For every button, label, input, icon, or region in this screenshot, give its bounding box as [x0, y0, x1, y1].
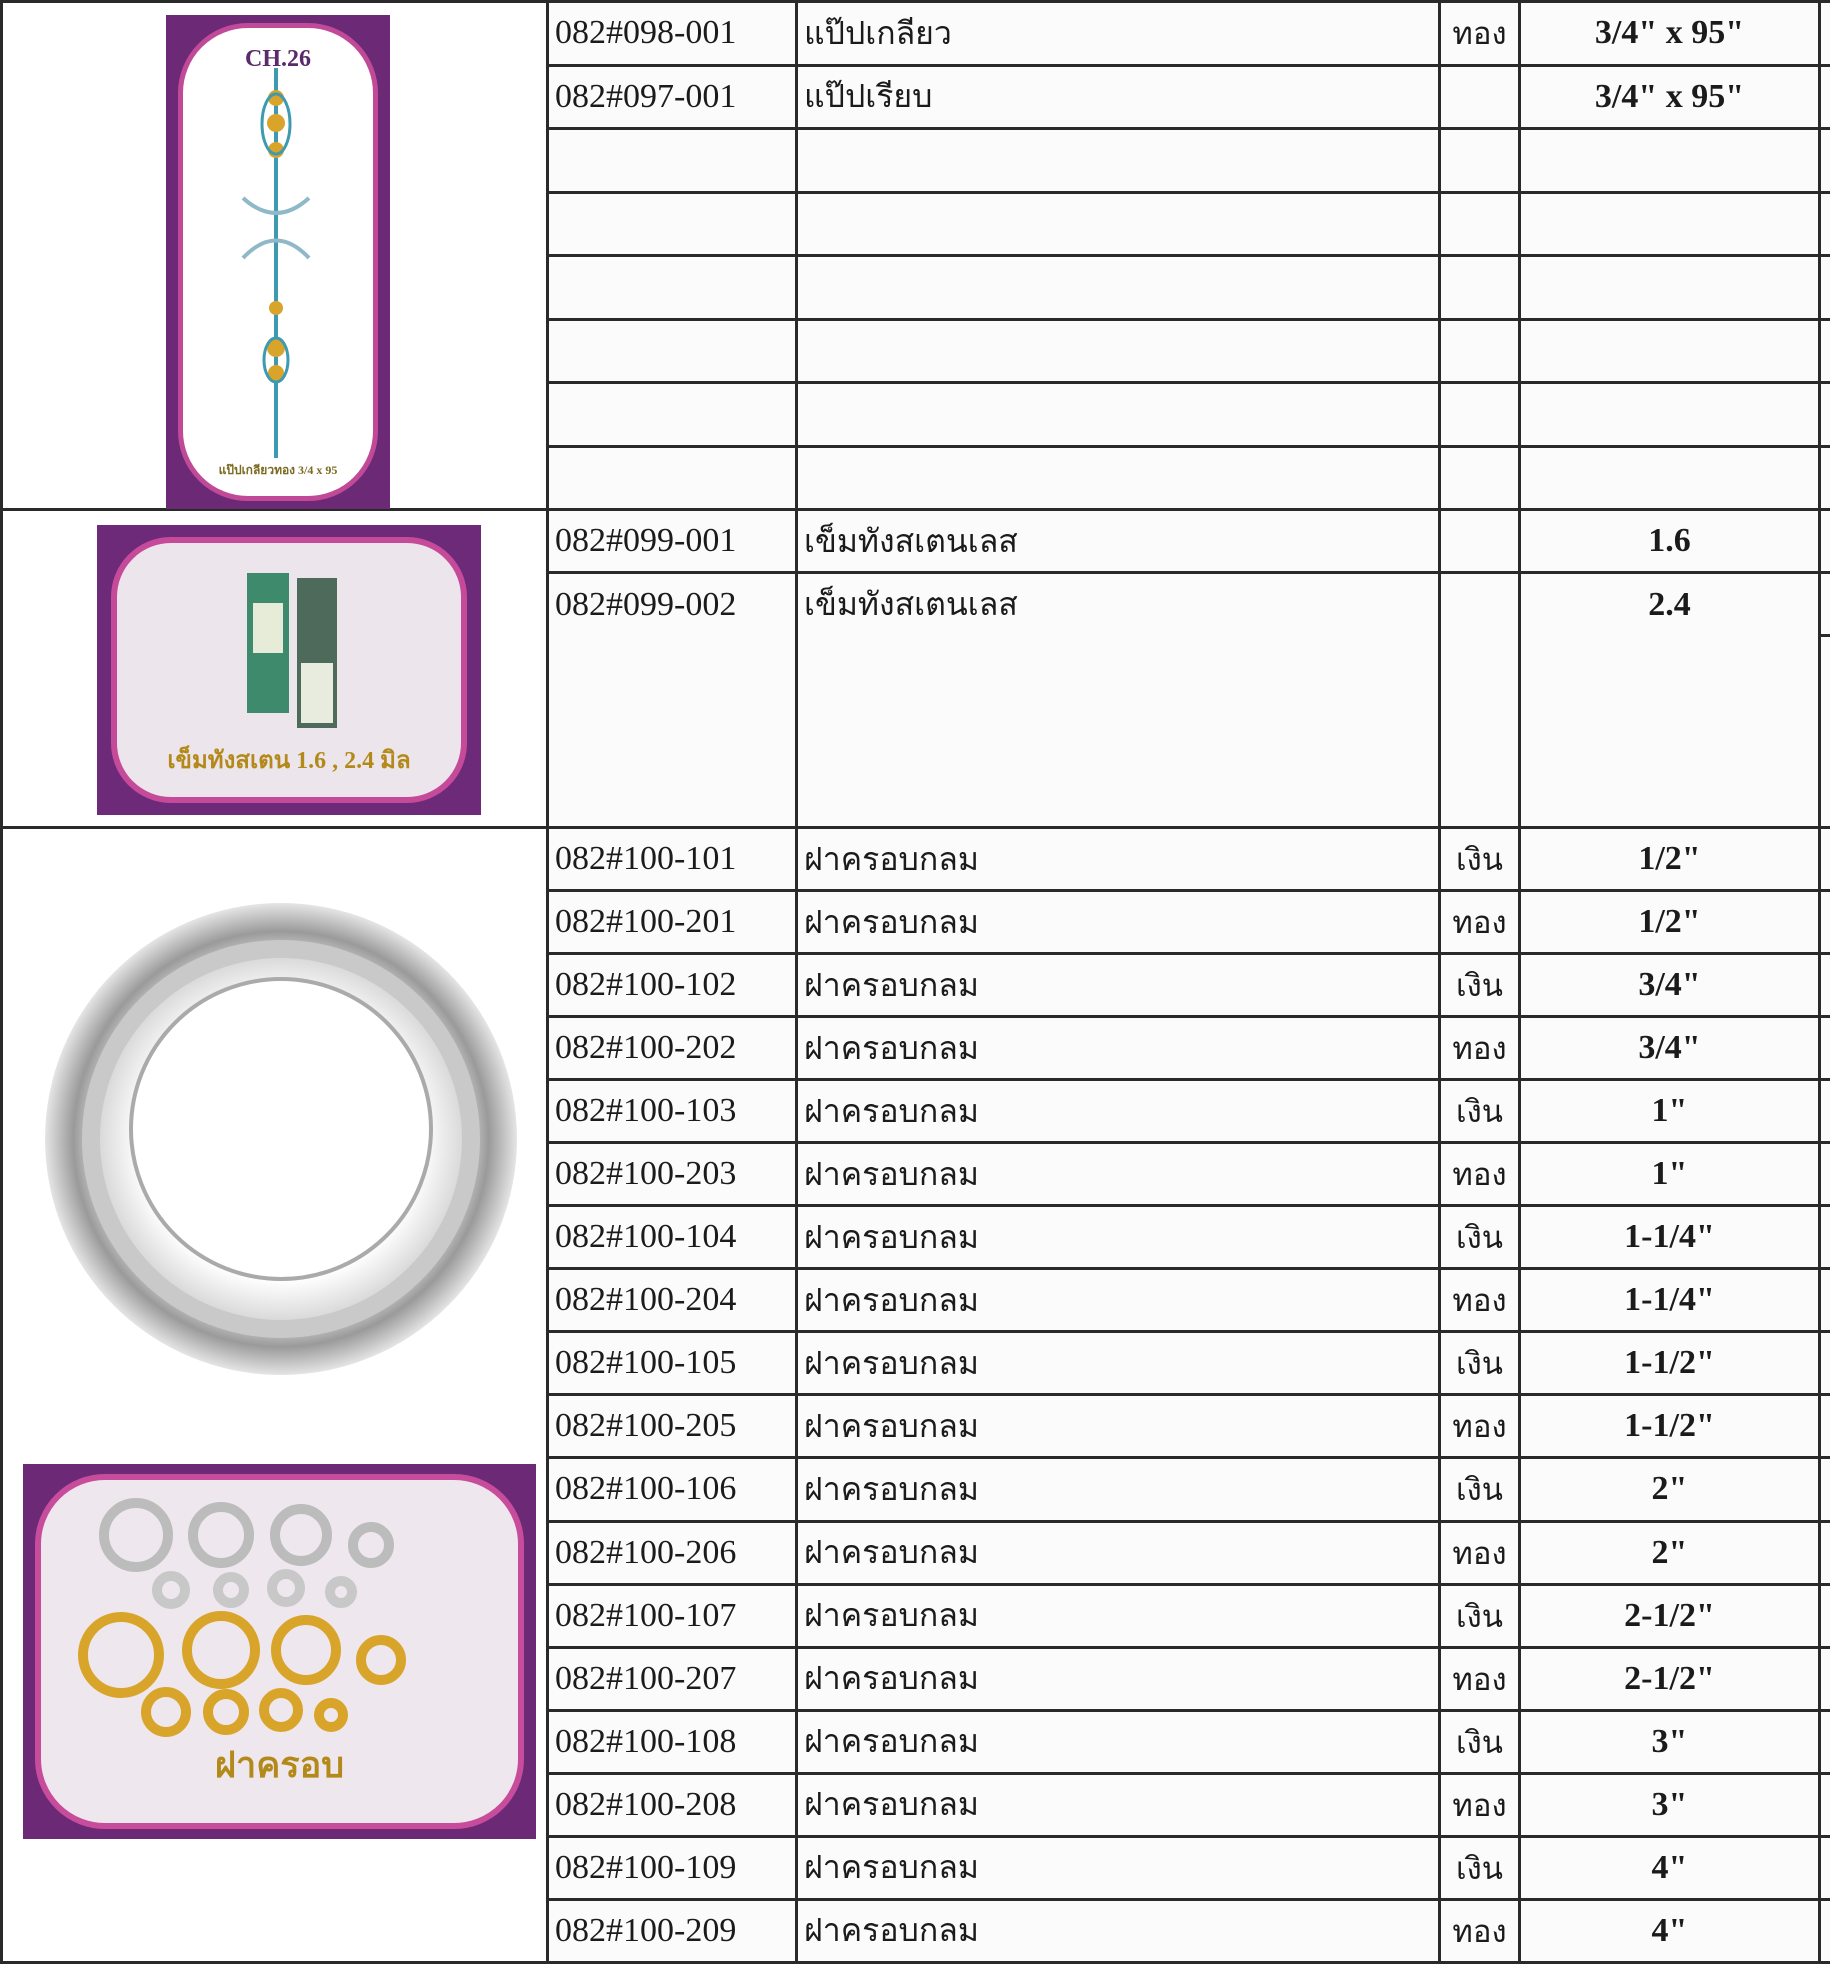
item-name: ฝาครอบกลม [797, 1206, 1440, 1269]
image-caption-top: CH.26 [245, 46, 311, 72]
item-color: ทอง [1440, 1647, 1520, 1710]
item-color [1440, 573, 1520, 636]
baluster-illustration [183, 28, 373, 498]
item-code: 082#100-107 [548, 1584, 797, 1647]
item-name: ฝาครอบกลม [797, 1143, 1440, 1206]
item-name: แป๊ปเรียบ [797, 65, 1440, 129]
item-size: 1-1/2" [1520, 1332, 1820, 1395]
item-name: ฝาครอบกลม [797, 891, 1440, 954]
item-name: ฝาครอบกลม [797, 954, 1440, 1017]
item-code: 082#097-001 [548, 65, 797, 129]
item-size: 3/4" x 95" [1520, 65, 1820, 129]
item-color: เงิน [1440, 1206, 1520, 1269]
item-size: 2-1/2" [1520, 1584, 1820, 1647]
item-size: 4" [1520, 1836, 1820, 1899]
item-code: 082#099-001 [548, 510, 797, 573]
item-color: ทอง [1440, 1521, 1520, 1584]
item-code: 082#100-101 [548, 828, 797, 891]
item-color: ทอง [1440, 1395, 1520, 1458]
item-color: เงิน [1440, 1836, 1520, 1899]
item-size: 1" [1520, 1080, 1820, 1143]
item-code: 082#100-103 [548, 1080, 797, 1143]
cover-caps-product-image [23, 1464, 536, 1839]
item-color: เงิน [1440, 1710, 1520, 1773]
item-name: ฝาครอบกลม [797, 1017, 1440, 1080]
item-color: เงิน [1440, 1080, 1520, 1143]
item-code: 082#100-205 [548, 1395, 797, 1458]
item-code: 082#100-207 [548, 1647, 797, 1710]
item-name: ฝาครอบกลม [797, 1395, 1440, 1458]
item-size: 1/2" [1520, 891, 1820, 954]
table-row [2, 510, 1830, 573]
image-caption-bottom: แป๊ปเกลียวทอง 3/4 x 95 [218, 463, 338, 477]
item-code: 082#100-203 [548, 1143, 797, 1206]
item-size: 1-1/2" [1520, 1395, 1820, 1458]
item-size: 2-1/2" [1520, 1647, 1820, 1710]
item-code: 082#100-104 [548, 1206, 797, 1269]
item-size: 1" [1520, 1143, 1820, 1206]
item-name: ฝาครอบกลม [797, 1773, 1440, 1836]
product-image-cell [2, 510, 548, 828]
item-color [1440, 65, 1520, 129]
item-color: เงิน [1440, 1332, 1520, 1395]
item-name: ฝาครอบกลม [797, 1584, 1440, 1647]
item-color: ทอง [1440, 2, 1520, 66]
item-color: ทอง [1440, 1269, 1520, 1332]
item-color: ทอง [1440, 891, 1520, 954]
item-size: 1/2" [1520, 828, 1820, 891]
item-size: 3/4" x 95" [1520, 2, 1820, 66]
item-code: 082#100-201 [548, 891, 797, 954]
item-name: ฝาครอบกลม [797, 1710, 1440, 1773]
round-cap-illustration [3, 829, 543, 1389]
item-name: ฝาครอบกลม [797, 1458, 1440, 1521]
item-color: เงิน [1440, 954, 1520, 1017]
item-name: ฝาครอบกลม [797, 1332, 1440, 1395]
item-code: 082#100-208 [548, 1773, 797, 1836]
item-color: เงิน [1440, 1584, 1520, 1647]
item-name: ฝาครอบกลม [797, 1899, 1440, 1962]
item-code: 082#100-106 [548, 1458, 797, 1521]
item-code: 082#100-105 [548, 1332, 797, 1395]
item-color: ทอง [1440, 1773, 1520, 1836]
item-code: 082#100-109 [548, 1836, 797, 1899]
item-code: 082#100-202 [548, 1017, 797, 1080]
item-name: ฝาครอบกลม [797, 1269, 1440, 1332]
tungsten-product-image [97, 525, 481, 815]
item-color: ทอง [1440, 1017, 1520, 1080]
item-code: 082#100-108 [548, 1710, 797, 1773]
item-name: ฝาครอบกลม [797, 828, 1440, 891]
item-code: 082#098-001 [548, 2, 797, 66]
item-color [1440, 510, 1520, 573]
product-image-cell [2, 828, 548, 1963]
item-name: แป๊ปเกลียว [797, 2, 1440, 66]
item-size: 3/4" [1520, 954, 1820, 1017]
table-row [2, 828, 1830, 891]
item-size: 2" [1520, 1458, 1820, 1521]
item-size: 1.6 [1520, 510, 1820, 573]
table-row [2, 2, 1830, 66]
item-name: ฝาครอบกลม [797, 1521, 1440, 1584]
item-size: 2.4 [1520, 573, 1820, 636]
image-caption: เข็มทังสเตน 1.6 , 2.4 มิล [167, 748, 411, 774]
item-color: ทอง [1440, 1899, 1520, 1962]
item-name: ฝาครอบกลม [797, 1647, 1440, 1710]
image-caption: ฝาครอบ [214, 1745, 345, 1786]
item-color: เงิน [1440, 1458, 1520, 1521]
item-code: 082#100-204 [548, 1269, 797, 1332]
item-code: 082#100-102 [548, 954, 797, 1017]
product-image-cell [2, 2, 548, 510]
item-color: ทอง [1440, 1143, 1520, 1206]
item-size: 1-1/4" [1520, 1206, 1820, 1269]
item-code: 082#099-002 [548, 573, 797, 636]
item-size: 3" [1520, 1773, 1820, 1836]
item-size: 2" [1520, 1521, 1820, 1584]
item-size: 4" [1520, 1899, 1820, 1962]
item-size: 1-1/4" [1520, 1269, 1820, 1332]
item-code: 082#100-206 [548, 1521, 797, 1584]
item-code: 082#100-209 [548, 1899, 797, 1962]
item-size: 3/4" [1520, 1017, 1820, 1080]
item-name: เข็มทังสเตนเลส [797, 573, 1440, 636]
item-color: เงิน [1440, 828, 1520, 891]
item-name: เข็มทังสเตนเลส [797, 510, 1440, 573]
item-size: 3" [1520, 1710, 1820, 1773]
item-name: ฝาครอบกลม [797, 1080, 1440, 1143]
baluster-product-image [166, 15, 390, 509]
item-name: ฝาครอบกลม [797, 1836, 1440, 1899]
